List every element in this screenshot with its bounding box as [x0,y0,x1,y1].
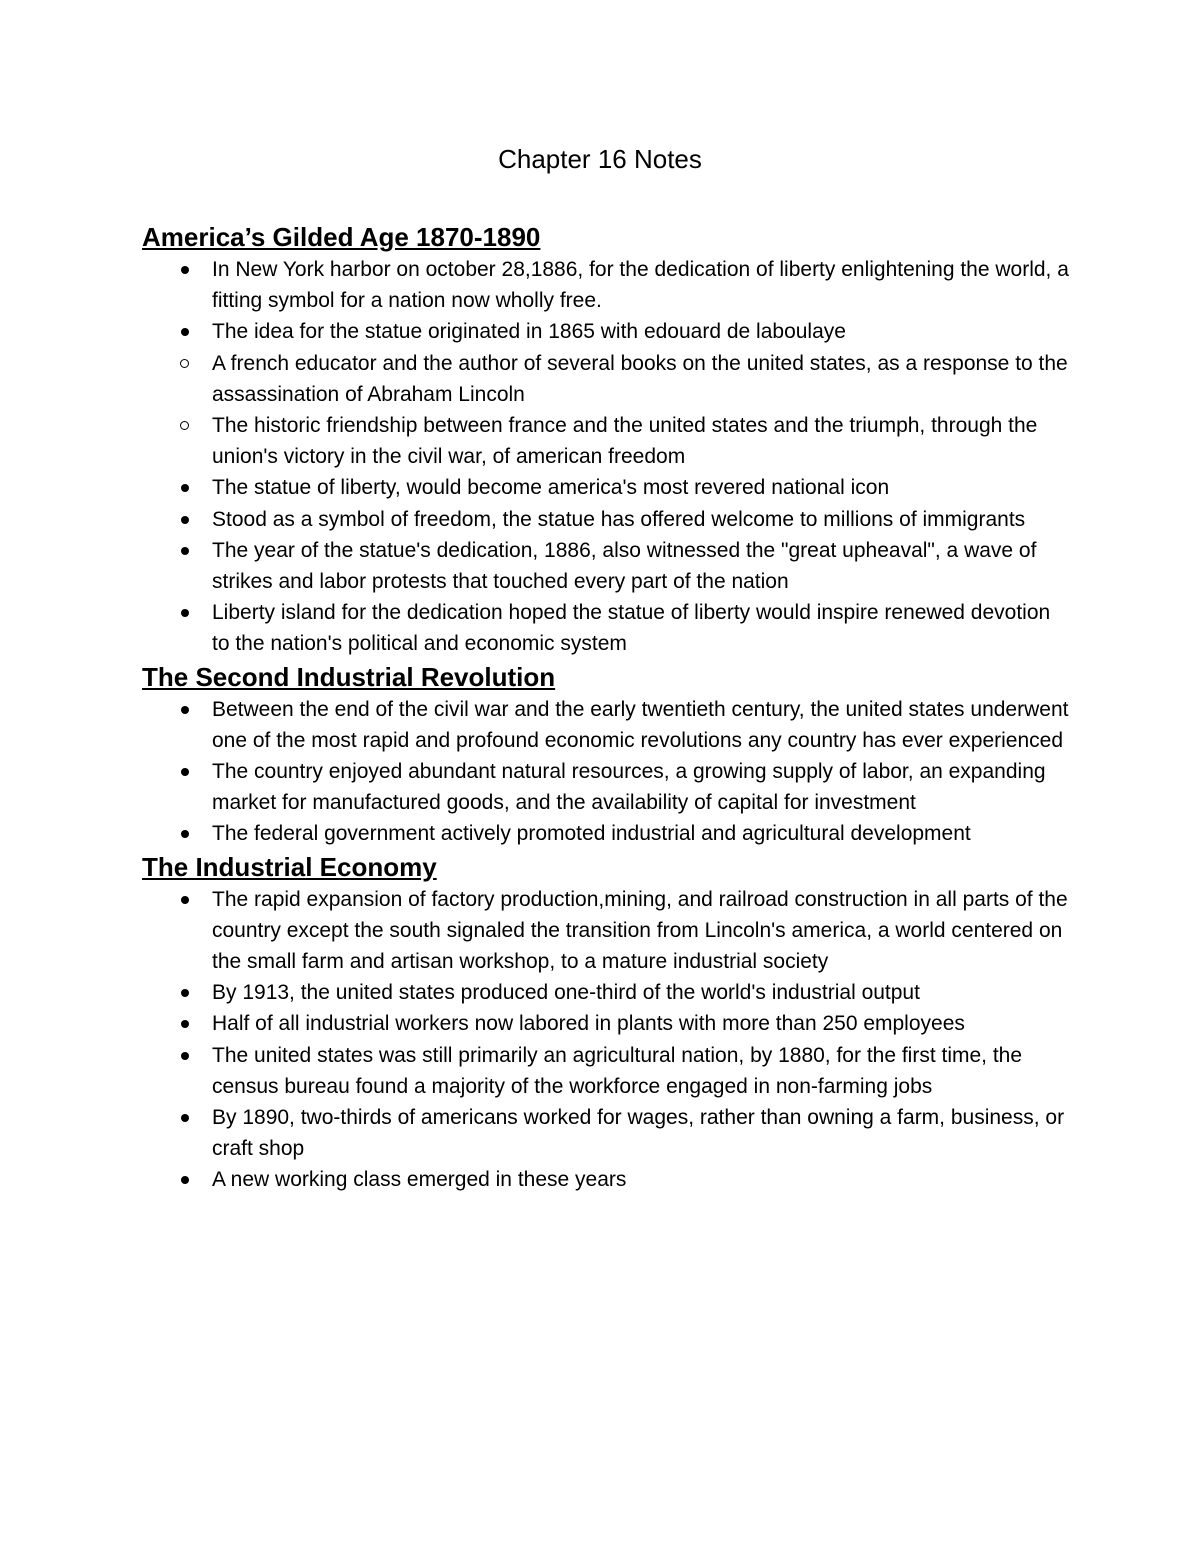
bullet-text: The country enjoyed abundant natural resources, a growing supply of labor, an expanding market for manufactured goods, and the availability of capital for investment [212,760,1046,815]
hollow-bullet-icon [180,359,189,368]
bullet-text: Between the end of the civil war and the early twentieth century, the united states underwent one of the most rapid and profound economic revolutions any country has ever experienced [212,697,1069,752]
section-heading: The Second Industrial Revolution [142,661,556,692]
bullet-item [142,1102,1072,1164]
document-body [142,220,1072,1196]
filled-bullet-icon [181,896,189,904]
bullet-item [142,756,1072,818]
sub-bullet-text: The historic friendship between france and the united states and the triumph, through the union's victory in the civil war, of american freedom [212,414,1038,469]
bullet-item [142,884,1072,978]
bullet-text: The statue of liberty, would become america's most revered national icon [212,476,890,500]
bullet-text: The united states was still primarily an agricultural nation, by 1880, for the first time, the census bureau found a majority of the workforce engaged in non-farming jobs [212,1043,1023,1098]
filled-bullet-icon [181,547,189,555]
sub-bullet-text: A french educator and the author of several books on the united states, as a response to the assassination of Abraham Lincoln [212,351,1068,406]
bullet-item [142,597,1072,659]
bullet-item [142,254,1072,316]
bullet-item [142,694,1072,756]
document-title: Chapter 16 Notes [498,144,702,174]
section-heading: America’s Gilded Age 1870-1890 [142,222,541,252]
bullet-text: Liberty island for the dedication hoped the statue of liberty would inspire renewed devotion to the nation's political and economic system [212,601,1051,656]
bullet-list [142,884,1072,1196]
bullet-text: Half of all industrial workers now labored in plants with more than 250 employees [212,1012,965,1036]
bullet-item [142,535,1072,597]
filled-bullet-icon [181,830,189,838]
bullet-item [142,977,1072,1008]
sub-bullet-item [142,410,1072,472]
filled-bullet-icon [181,516,189,524]
section-heading: The Industrial Economy [142,851,437,882]
bullet-item [142,1164,1072,1195]
filled-bullet-icon [181,1176,189,1184]
bullet-text: The federal government actively promoted industrial and agricultural development [212,822,971,846]
bullet-text: In New York harbor on october 28,1886, for the dedication of liberty enlightening the world, a fitting symbol for a nation now wholly free. [212,258,1069,313]
bullet-text: A new working class emerged in these years [212,1168,627,1192]
bullet-item [142,818,1072,849]
sub-bullet-item [142,348,1072,410]
bullet-item [142,504,1072,535]
filled-bullet-icon [181,266,189,274]
bullet-item [142,1040,1072,1102]
bullet-item [142,316,1072,347]
filled-bullet-icon [181,609,189,617]
bullet-item [142,1008,1072,1039]
hollow-bullet-icon [180,421,189,430]
bullet-text: The rapid expansion of factory production,mining, and railroad construction in all parts of the country except the south signaled the transition from Lincoln's america, a world centered on the small farm and artisan workshop, to a mature industrial society [212,887,1068,974]
filled-bullet-icon [181,989,189,997]
bullet-text: By 1913, the united states produced one-third of the world's industrial output [212,981,920,1005]
filled-bullet-icon [181,1114,189,1122]
bullet-text: The year of the statue's dedication, 1886, also witnessed the "great upheaval", a wave of strikes and labor protests that touched every part of the nation [212,538,1037,594]
bullet-text: The idea for the statue originated in 1865 with edouard de laboulaye [212,320,846,344]
sub-bullet-group [142,348,1072,473]
filled-bullet-icon [181,706,189,714]
bullet-list [142,254,1072,660]
filled-bullet-icon [181,1020,189,1028]
bullet-item [142,472,1072,503]
filled-bullet-icon [181,484,189,492]
filled-bullet-icon [181,768,189,776]
bullet-text: Stood as a symbol of freedom, the statue has offered welcome to millions of immigrants [212,507,1026,531]
filled-bullet-icon [181,1052,189,1060]
filled-bullet-icon [181,328,189,336]
bullet-list [142,694,1072,850]
bullet-text: By 1890, two-thirds of americans worked for wages, rather than owning a farm, business, or craft shop [212,1106,1065,1161]
sub-bullet-list [142,348,1072,473]
